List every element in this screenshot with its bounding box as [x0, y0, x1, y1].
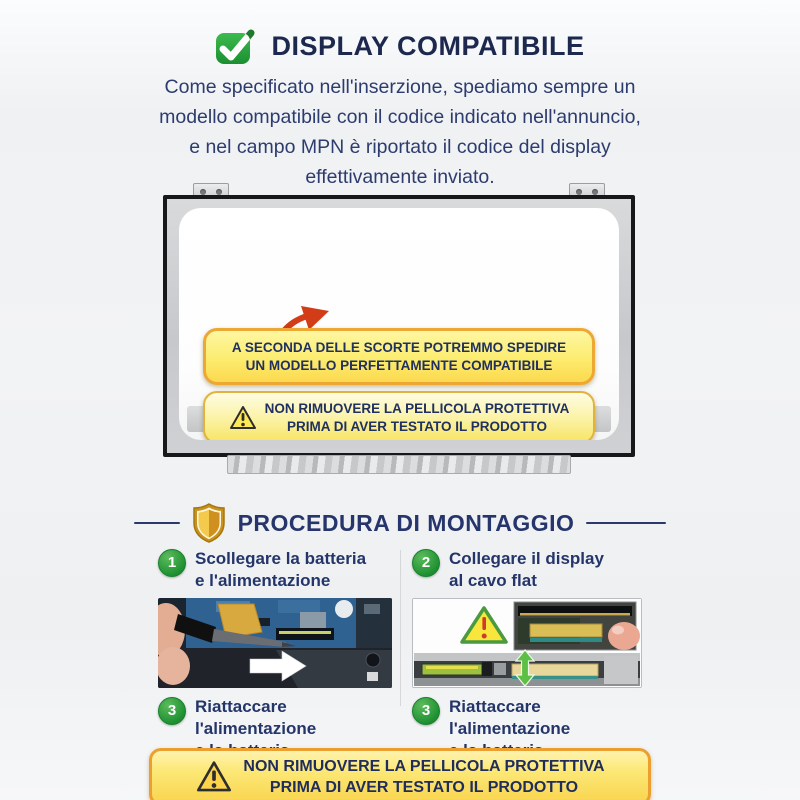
intro-line: modello compatibile con il codice indicato nell'annuncio, [159, 106, 641, 128]
flat-cable-connection-photo [412, 598, 642, 688]
divider-line [134, 522, 180, 524]
step-number-badge: 2 [412, 549, 440, 577]
procedure-title: PROCEDURA DI MONTAGGIO [237, 509, 575, 536]
intro-line: Come specificato nell'inserzione, spediamo sempre un [164, 76, 636, 98]
footer-warning-text: NON RIMUOVERE LA PELLICOLA PROTETTIVA PRIMA DI AVER TESTATO IL PRODOTTO [243, 758, 605, 796]
stock-note-line: UN MODELLO PERFETTAMENTE COMPATIBILE [245, 357, 553, 373]
intro-paragraph [0, 72, 800, 192]
film-warning-text: NON RIMUOVERE LA PELLICOLA PROTETTIVA PRIMA DI AVER TESTATO IL PRODOTTO [264, 401, 570, 434]
step-2 [412, 548, 648, 592]
steps-column-right [412, 548, 648, 762]
connector-inset-photo [514, 602, 640, 650]
warning-triangle-icon [195, 760, 233, 794]
column-divider [400, 550, 401, 706]
panel-bezel [167, 199, 631, 453]
step-label: Riattaccare l'alimentazione [195, 697, 317, 738]
intro-line: e nel campo MPN è riportato il codice del display [189, 136, 611, 158]
battery-disconnect-photo [158, 598, 392, 688]
panel-screen [179, 208, 619, 440]
panel-frame [163, 195, 635, 457]
film-warning-box [203, 391, 595, 440]
step-number-badge: 3 [158, 697, 186, 725]
stock-note-line: A SECONDA DELLE SCORTE POTREMMO SPEDIRE [231, 340, 567, 355]
stock-note-box [203, 328, 595, 385]
page-title: DISPLAY COMPATIBILE [271, 30, 585, 61]
footer-warning-banner [149, 748, 651, 800]
lcd-panel-photo [163, 183, 635, 483]
header [0, 26, 800, 66]
steps-column-left [158, 548, 394, 762]
gold-shield-icon [192, 503, 226, 543]
procedure-header [130, 503, 670, 543]
step-label: Scollegare la batteria e l'alimentazione [195, 549, 367, 590]
step-number-badge: 1 [158, 549, 186, 577]
warning-triangle-icon [229, 405, 257, 431]
panel-foil-strip [227, 455, 571, 474]
step-number-badge: 3 [412, 697, 440, 725]
green-check-icon [215, 26, 257, 66]
step-label: Collegare il display al cavo flat [449, 549, 604, 590]
step-1 [158, 548, 394, 592]
intro-line: effettivamente inviato. [305, 166, 495, 188]
step-label: Riattaccare l'alimentazione [449, 697, 571, 738]
divider-line [586, 522, 666, 524]
